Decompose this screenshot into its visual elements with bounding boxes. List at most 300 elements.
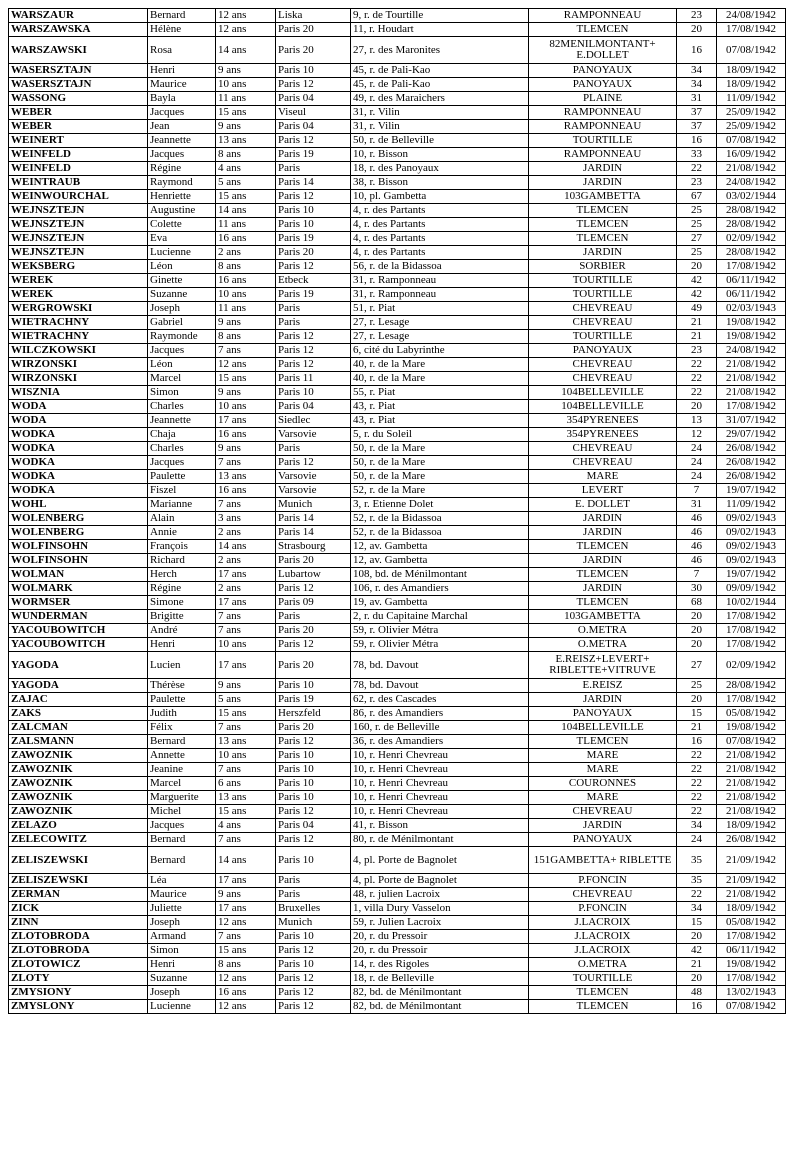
convoy-number-cell: 20 [677, 693, 717, 707]
birthplace-cell: Paris 19 [276, 232, 351, 246]
convoy-number-cell: 20 [677, 972, 717, 986]
convoy-number-cell: 22 [677, 888, 717, 902]
address-cell: 10, r. Henri Chevreau [351, 777, 529, 791]
convoy-number-cell: 16 [677, 37, 717, 64]
school-cell: 103GAMBETTA [529, 190, 677, 204]
address-cell: 4, r. des Partants [351, 232, 529, 246]
first-name-cell: Rosa [148, 37, 216, 64]
age-cell: 9 ans [216, 386, 276, 400]
birthplace-cell: Paris 04 [276, 120, 351, 134]
school-cell: CHEVREAU [529, 442, 677, 456]
surname-cell: WIETRACHNY [9, 316, 148, 330]
convoy-number-cell: 22 [677, 763, 717, 777]
address-cell: 56, r. de la Bidassoa [351, 260, 529, 274]
address-cell: 59, r. Julien Lacroix [351, 916, 529, 930]
address-cell: 27, r. Lesage [351, 330, 529, 344]
convoy-number-cell: 20 [677, 624, 717, 638]
address-cell: 4, pl. Porte de Bagnolet [351, 847, 529, 874]
table-row [9, 749, 786, 763]
convoy-number-cell: 20 [677, 400, 717, 414]
birthplace-cell: Paris 12 [276, 260, 351, 274]
school-cell: J.LACROIX [529, 944, 677, 958]
first-name-cell: Jeannette [148, 134, 216, 148]
surname-cell: ZAWOZNIK [9, 777, 148, 791]
convoy-number-cell: 35 [677, 874, 717, 888]
convoy-number-cell: 68 [677, 596, 717, 610]
address-cell: 20, r. du Pressoir [351, 944, 529, 958]
birthplace-cell: Varsovie [276, 428, 351, 442]
date-cell: 26/08/1942 [717, 470, 786, 484]
convoy-number-cell: 67 [677, 190, 717, 204]
convoy-number-cell: 24 [677, 470, 717, 484]
birthplace-cell: Paris 19 [276, 693, 351, 707]
surname-cell: WEINTRAUB [9, 176, 148, 190]
first-name-cell: Brigitte [148, 610, 216, 624]
date-cell: 21/08/1942 [717, 777, 786, 791]
address-cell: 6, cité du Labyrinthe [351, 344, 529, 358]
birthplace-cell: Paris 12 [276, 190, 351, 204]
school-cell: TLEMCEN [529, 596, 677, 610]
table-row [9, 944, 786, 958]
school-cell: JARDIN [529, 176, 677, 190]
surname-cell: ZLOTOWICZ [9, 958, 148, 972]
convoy-number-cell: 23 [677, 9, 717, 23]
table-row [9, 330, 786, 344]
age-cell: 14 ans [216, 540, 276, 554]
birthplace-cell: Paris 12 [276, 972, 351, 986]
birthplace-cell: Varsovie [276, 484, 351, 498]
surname-cell: WEBER [9, 106, 148, 120]
first-name-cell: Thérèse [148, 679, 216, 693]
table-row [9, 456, 786, 470]
surname-cell: WEINERT [9, 134, 148, 148]
age-cell: 9 ans [216, 442, 276, 456]
surname-cell: WEBER [9, 120, 148, 134]
table-row [9, 568, 786, 582]
age-cell: 15 ans [216, 944, 276, 958]
age-cell: 9 ans [216, 316, 276, 330]
date-cell: 21/08/1942 [717, 763, 786, 777]
convoy-number-cell: 34 [677, 64, 717, 78]
age-cell: 17 ans [216, 596, 276, 610]
birthplace-cell: Paris 10 [276, 958, 351, 972]
register-page [8, 8, 785, 1014]
table-row [9, 344, 786, 358]
age-cell: 16 ans [216, 986, 276, 1000]
first-name-cell: Suzanne [148, 288, 216, 302]
first-name-cell: Jean [148, 120, 216, 134]
convoy-number-cell: 24 [677, 456, 717, 470]
age-cell: 2 ans [216, 554, 276, 568]
surname-cell: ZMYSLONY [9, 1000, 148, 1014]
date-cell: 11/09/1942 [717, 498, 786, 512]
surname-cell: WEJNSZTEJN [9, 218, 148, 232]
convoy-number-cell: 24 [677, 833, 717, 847]
school-cell: JARDIN [529, 819, 677, 833]
table-row [9, 916, 786, 930]
age-cell: 17 ans [216, 874, 276, 888]
first-name-cell: Annette [148, 749, 216, 763]
first-name-cell: Bernard [148, 735, 216, 749]
date-cell: 18/09/1942 [717, 64, 786, 78]
convoy-number-cell: 42 [677, 274, 717, 288]
table-row [9, 679, 786, 693]
address-cell: 27, r. des Maronites [351, 37, 529, 64]
date-cell: 05/08/1942 [717, 916, 786, 930]
date-cell: 17/08/1942 [717, 23, 786, 37]
table-row [9, 777, 786, 791]
school-cell: PANOYAUX [529, 344, 677, 358]
table-row [9, 148, 786, 162]
age-cell: 6 ans [216, 777, 276, 791]
birthplace-cell: Paris 20 [276, 37, 351, 64]
school-cell: 103GAMBETTA [529, 610, 677, 624]
address-cell: 40, r. de la Mare [351, 358, 529, 372]
surname-cell: WIETRACHNY [9, 330, 148, 344]
table-row [9, 721, 786, 735]
birthplace-cell: Siedlec [276, 414, 351, 428]
convoy-number-cell: 22 [677, 805, 717, 819]
first-name-cell: Hélène [148, 23, 216, 37]
surname-cell: WARSZAWSKI [9, 37, 148, 64]
birthplace-cell: Paris 14 [276, 526, 351, 540]
surname-cell: WILCZKOWSKI [9, 344, 148, 358]
date-cell: 31/07/1942 [717, 414, 786, 428]
birthplace-cell: Munich [276, 916, 351, 930]
date-cell: 09/02/1943 [717, 512, 786, 526]
convoy-number-cell: 37 [677, 120, 717, 134]
surname-cell: WOLFINSOHN [9, 554, 148, 568]
date-cell: 07/08/1942 [717, 735, 786, 749]
first-name-cell: Léon [148, 358, 216, 372]
surname-cell: WEREK [9, 274, 148, 288]
table-row [9, 972, 786, 986]
surname-cell: WASERSZTAJN [9, 78, 148, 92]
date-cell: 25/09/1942 [717, 106, 786, 120]
school-cell: TOURTILLE [529, 972, 677, 986]
address-cell: 12, av. Gambetta [351, 540, 529, 554]
table-row [9, 64, 786, 78]
school-cell: PLAINE [529, 92, 677, 106]
school-cell: MARE [529, 749, 677, 763]
address-cell: 4, pl. Porte de Bagnolet [351, 874, 529, 888]
surname-cell: ZAWOZNIK [9, 805, 148, 819]
surname-cell: WEINWOURCHAL [9, 190, 148, 204]
convoy-number-cell: 22 [677, 749, 717, 763]
age-cell: 12 ans [216, 916, 276, 930]
address-cell: 40, r. de la Mare [351, 372, 529, 386]
age-cell: 13 ans [216, 735, 276, 749]
surname-cell: ZAJAC [9, 693, 148, 707]
birthplace-cell: Paris [276, 162, 351, 176]
age-cell: 8 ans [216, 330, 276, 344]
first-name-cell: Colette [148, 218, 216, 232]
school-cell: JARDIN [529, 554, 677, 568]
first-name-cell: Simone [148, 596, 216, 610]
convoy-number-cell: 46 [677, 526, 717, 540]
birthplace-cell: Paris [276, 316, 351, 330]
table-row [9, 930, 786, 944]
first-name-cell: Marianne [148, 498, 216, 512]
address-cell: 14, r. des Rigoles [351, 958, 529, 972]
surname-cell: WODA [9, 400, 148, 414]
address-cell: 31, r. Vilin [351, 106, 529, 120]
age-cell: 2 ans [216, 526, 276, 540]
surname-cell: ZAKS [9, 707, 148, 721]
address-cell: 11, r. Houdart [351, 23, 529, 37]
birthplace-cell: Paris 12 [276, 582, 351, 596]
address-cell: 20, r. du Pressoir [351, 930, 529, 944]
address-cell: 45, r. de Pali-Kao [351, 78, 529, 92]
age-cell: 17 ans [216, 414, 276, 428]
table-row [9, 638, 786, 652]
convoy-number-cell: 34 [677, 902, 717, 916]
first-name-cell: Raymond [148, 176, 216, 190]
table-row [9, 1000, 786, 1014]
table-row [9, 372, 786, 386]
convoy-number-cell: 22 [677, 358, 717, 372]
age-cell: 16 ans [216, 274, 276, 288]
birthplace-cell: Paris 12 [276, 805, 351, 819]
age-cell: 7 ans [216, 498, 276, 512]
table-row [9, 735, 786, 749]
address-cell: 2, r. du Capitaine Marchal [351, 610, 529, 624]
birthplace-cell: Paris 12 [276, 944, 351, 958]
birthplace-cell: Viseul [276, 106, 351, 120]
date-cell: 16/09/1942 [717, 148, 786, 162]
date-cell: 24/08/1942 [717, 176, 786, 190]
date-cell: 24/08/1942 [717, 9, 786, 23]
address-cell: 10, r. Bisson [351, 148, 529, 162]
age-cell: 13 ans [216, 134, 276, 148]
first-name-cell: Bernard [148, 833, 216, 847]
convoy-number-cell: 42 [677, 944, 717, 958]
table-row [9, 693, 786, 707]
table-row [9, 526, 786, 540]
age-cell: 2 ans [216, 582, 276, 596]
table-row [9, 833, 786, 847]
table-row [9, 274, 786, 288]
birthplace-cell: Paris [276, 888, 351, 902]
register-rows [9, 9, 786, 1014]
school-cell: SORBIER [529, 260, 677, 274]
table-row [9, 302, 786, 316]
surname-cell: WEKSBERG [9, 260, 148, 274]
surname-cell: ZAWOZNIK [9, 791, 148, 805]
surname-cell: ZAWOZNIK [9, 749, 148, 763]
first-name-cell: Maurice [148, 78, 216, 92]
age-cell: 9 ans [216, 64, 276, 78]
age-cell: 12 ans [216, 358, 276, 372]
surname-cell: WEINFELD [9, 162, 148, 176]
birthplace-cell: Paris [276, 302, 351, 316]
school-cell: RAMPONNEAU [529, 9, 677, 23]
address-cell: 12, av. Gambetta [351, 554, 529, 568]
first-name-cell: Félix [148, 721, 216, 735]
surname-cell: WASERSZTAJN [9, 64, 148, 78]
birthplace-cell: Paris 04 [276, 819, 351, 833]
surname-cell: ZAWOZNIK [9, 763, 148, 777]
first-name-cell: Charles [148, 442, 216, 456]
table-row [9, 78, 786, 92]
surname-cell: ZLOTY [9, 972, 148, 986]
table-row [9, 902, 786, 916]
first-name-cell: Suzanne [148, 972, 216, 986]
convoy-number-cell: 21 [677, 958, 717, 972]
age-cell: 10 ans [216, 288, 276, 302]
convoy-number-cell: 12 [677, 428, 717, 442]
date-cell: 19/08/1942 [717, 330, 786, 344]
first-name-cell: Raymonde [148, 330, 216, 344]
address-cell: 50, r. de la Mare [351, 470, 529, 484]
date-cell: 21/08/1942 [717, 386, 786, 400]
first-name-cell: Henri [148, 638, 216, 652]
age-cell: 17 ans [216, 652, 276, 679]
age-cell: 4 ans [216, 819, 276, 833]
first-name-cell: Lucien [148, 652, 216, 679]
address-cell: 1, villa Dury Vasselon [351, 902, 529, 916]
convoy-number-cell: 31 [677, 92, 717, 106]
age-cell: 8 ans [216, 958, 276, 972]
first-name-cell: François [148, 540, 216, 554]
table-row [9, 888, 786, 902]
convoy-number-cell: 22 [677, 372, 717, 386]
date-cell: 26/08/1942 [717, 833, 786, 847]
address-cell: 18, r. de Belleville [351, 972, 529, 986]
date-cell: 09/02/1943 [717, 526, 786, 540]
convoy-number-cell: 15 [677, 916, 717, 930]
date-cell: 07/08/1942 [717, 1000, 786, 1014]
age-cell: 5 ans [216, 176, 276, 190]
birthplace-cell: Varsovie [276, 470, 351, 484]
surname-cell: YAGODA [9, 652, 148, 679]
table-row [9, 190, 786, 204]
convoy-number-cell: 16 [677, 735, 717, 749]
first-name-cell: Henriette [148, 190, 216, 204]
address-cell: 78, bd. Davout [351, 652, 529, 679]
first-name-cell: Richard [148, 554, 216, 568]
date-cell: 21/09/1942 [717, 847, 786, 874]
first-name-cell: Armand [148, 930, 216, 944]
date-cell: 02/09/1942 [717, 652, 786, 679]
birthplace-cell: Paris 12 [276, 833, 351, 847]
first-name-cell: Simon [148, 944, 216, 958]
school-cell: PANOYAUX [529, 64, 677, 78]
first-name-cell: Simon [148, 386, 216, 400]
table-row [9, 958, 786, 972]
table-row [9, 707, 786, 721]
date-cell: 17/08/1942 [717, 638, 786, 652]
surname-cell: WODKA [9, 484, 148, 498]
convoy-number-cell: 22 [677, 791, 717, 805]
address-cell: 10, r. Henri Chevreau [351, 749, 529, 763]
convoy-number-cell: 37 [677, 106, 717, 120]
surname-cell: ZALSMANN [9, 735, 148, 749]
date-cell: 17/08/1942 [717, 400, 786, 414]
surname-cell: ZALCMAN [9, 721, 148, 735]
address-cell: 41, r. Bisson [351, 819, 529, 833]
school-cell: TLEMCEN [529, 568, 677, 582]
birthplace-cell: Lubartow [276, 568, 351, 582]
table-row [9, 120, 786, 134]
school-cell: CHEVREAU [529, 316, 677, 330]
date-cell: 21/08/1942 [717, 372, 786, 386]
first-name-cell: Jacques [148, 106, 216, 120]
birthplace-cell: Paris 19 [276, 148, 351, 162]
school-cell: E. DOLLET [529, 498, 677, 512]
date-cell: 02/09/1942 [717, 232, 786, 246]
address-cell: 52, r. de la Bidassoa [351, 526, 529, 540]
birthplace-cell: Paris 10 [276, 204, 351, 218]
age-cell: 13 ans [216, 470, 276, 484]
date-cell: 21/08/1942 [717, 162, 786, 176]
birthplace-cell: Paris 20 [276, 554, 351, 568]
address-cell: 10, r. Henri Chevreau [351, 805, 529, 819]
table-row [9, 652, 786, 679]
first-name-cell: Henri [148, 958, 216, 972]
first-name-cell: Joseph [148, 916, 216, 930]
table-row [9, 218, 786, 232]
convoy-number-cell: 23 [677, 176, 717, 190]
age-cell: 12 ans [216, 23, 276, 37]
date-cell: 18/09/1942 [717, 78, 786, 92]
address-cell: 82, bd. de Ménilmontant [351, 1000, 529, 1014]
convoy-number-cell: 20 [677, 260, 717, 274]
birthplace-cell: Paris 20 [276, 23, 351, 37]
convoy-number-cell: 49 [677, 302, 717, 316]
surname-cell: WODKA [9, 456, 148, 470]
date-cell: 19/07/1942 [717, 568, 786, 582]
table-row [9, 791, 786, 805]
school-cell: J.LACROIX [529, 930, 677, 944]
convoy-number-cell: 21 [677, 316, 717, 330]
table-row [9, 596, 786, 610]
birthplace-cell: Paris 12 [276, 358, 351, 372]
school-cell: MARE [529, 763, 677, 777]
address-cell: 80, r. de Ménilmontant [351, 833, 529, 847]
date-cell: 21/08/1942 [717, 791, 786, 805]
school-cell: 354PYRENEES [529, 414, 677, 428]
convoy-number-cell: 25 [677, 204, 717, 218]
address-cell: 108, bd. de Ménilmontant [351, 568, 529, 582]
table-row [9, 847, 786, 874]
table-row [9, 498, 786, 512]
date-cell: 21/08/1942 [717, 358, 786, 372]
date-cell: 17/08/1942 [717, 972, 786, 986]
birthplace-cell: Paris 20 [276, 721, 351, 735]
surname-cell: WASSONG [9, 92, 148, 106]
surname-cell: WODA [9, 414, 148, 428]
convoy-number-cell: 35 [677, 847, 717, 874]
age-cell: 14 ans [216, 37, 276, 64]
convoy-number-cell: 27 [677, 232, 717, 246]
school-cell: TOURTILLE [529, 134, 677, 148]
convoy-number-cell: 25 [677, 218, 717, 232]
convoy-number-cell: 15 [677, 707, 717, 721]
school-cell: CHEVREAU [529, 302, 677, 316]
first-name-cell: Jacques [148, 344, 216, 358]
birthplace-cell: Paris 10 [276, 791, 351, 805]
birthplace-cell: Liska [276, 9, 351, 23]
age-cell: 14 ans [216, 204, 276, 218]
date-cell: 17/08/1942 [717, 693, 786, 707]
school-cell: CHEVREAU [529, 358, 677, 372]
table-row [9, 805, 786, 819]
surname-cell: WERGROWSKI [9, 302, 148, 316]
age-cell: 8 ans [216, 148, 276, 162]
address-cell: 9, r. de Tourtille [351, 9, 529, 23]
convoy-number-cell: 42 [677, 288, 717, 302]
